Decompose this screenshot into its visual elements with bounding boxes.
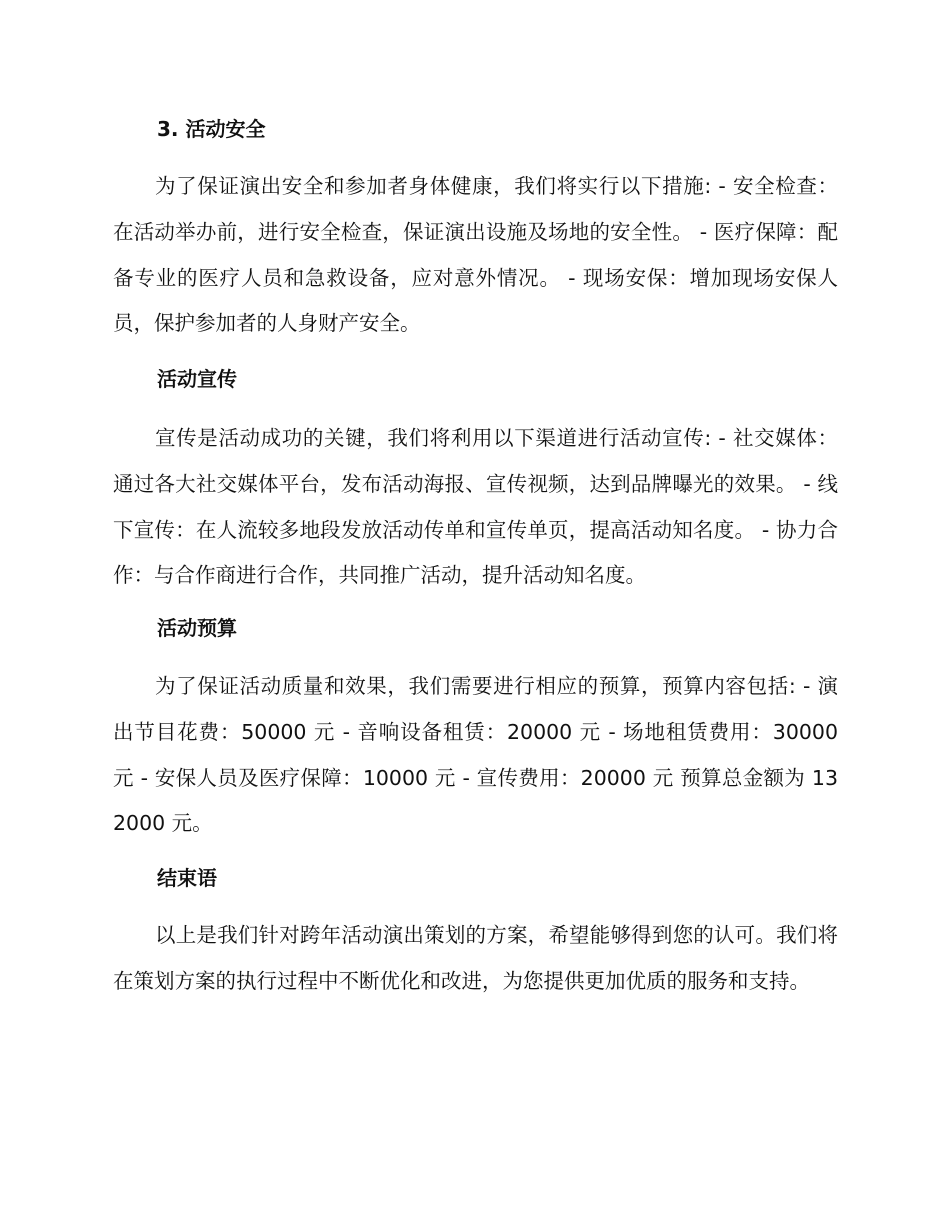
section-body-budget: 为了保证活动质量和效果，我们需要进行相应的预算，预算内容包括: - 演出节目花费：50000 元 - 音响设备租赁：20000 元 - 场地租赁费用：30000 元 - 安保人员及医疗保障：10000 元 - 宣传费用：20000 元 预算总金额为 132000 元。 [113,674,838,836]
section-heading-budget: 活动预算 [157,616,237,640]
section-body-conclusion: 以上是我们针对跨年活动演出策划的方案，希望能够得到您的认可。我们将在策划方案的执行过程中不断优化和改进，为您提供更加优质的服务和支持。 [113,923,838,993]
section-heading-conclusion: 结束语 [157,866,217,890]
section-heading-safety: 3. 活动安全 [157,117,266,141]
section-body-promotion: 宣传是活动成功的关键，我们将利用以下渠道进行活动宣传: - 社交媒体：通过各大社交媒体平台，发布活动海报、宣传视频，达到品牌曝光的效果。 - 线下宣传：在人流较多地段发放活动传单和宣传单页，提高活动知名度。 - 协力合作：与合作商进行合作，共同推广活动，提升活动知名度。 [113,426,838,588]
section-heading-promotion: 活动宣传 [157,367,237,391]
section-body-safety: 为了保证演出安全和参加者身体健康，我们将实行以下措施: - 安全检查：在活动举办前，进行安全检查，保证演出设施及场地的安全性。 - 医疗保障：配备专业的医疗人员和急救设备，应对意外情况。 - 现场安保：增加现场安保人员，保护参加者的人身财产安全。 [113,174,838,336]
